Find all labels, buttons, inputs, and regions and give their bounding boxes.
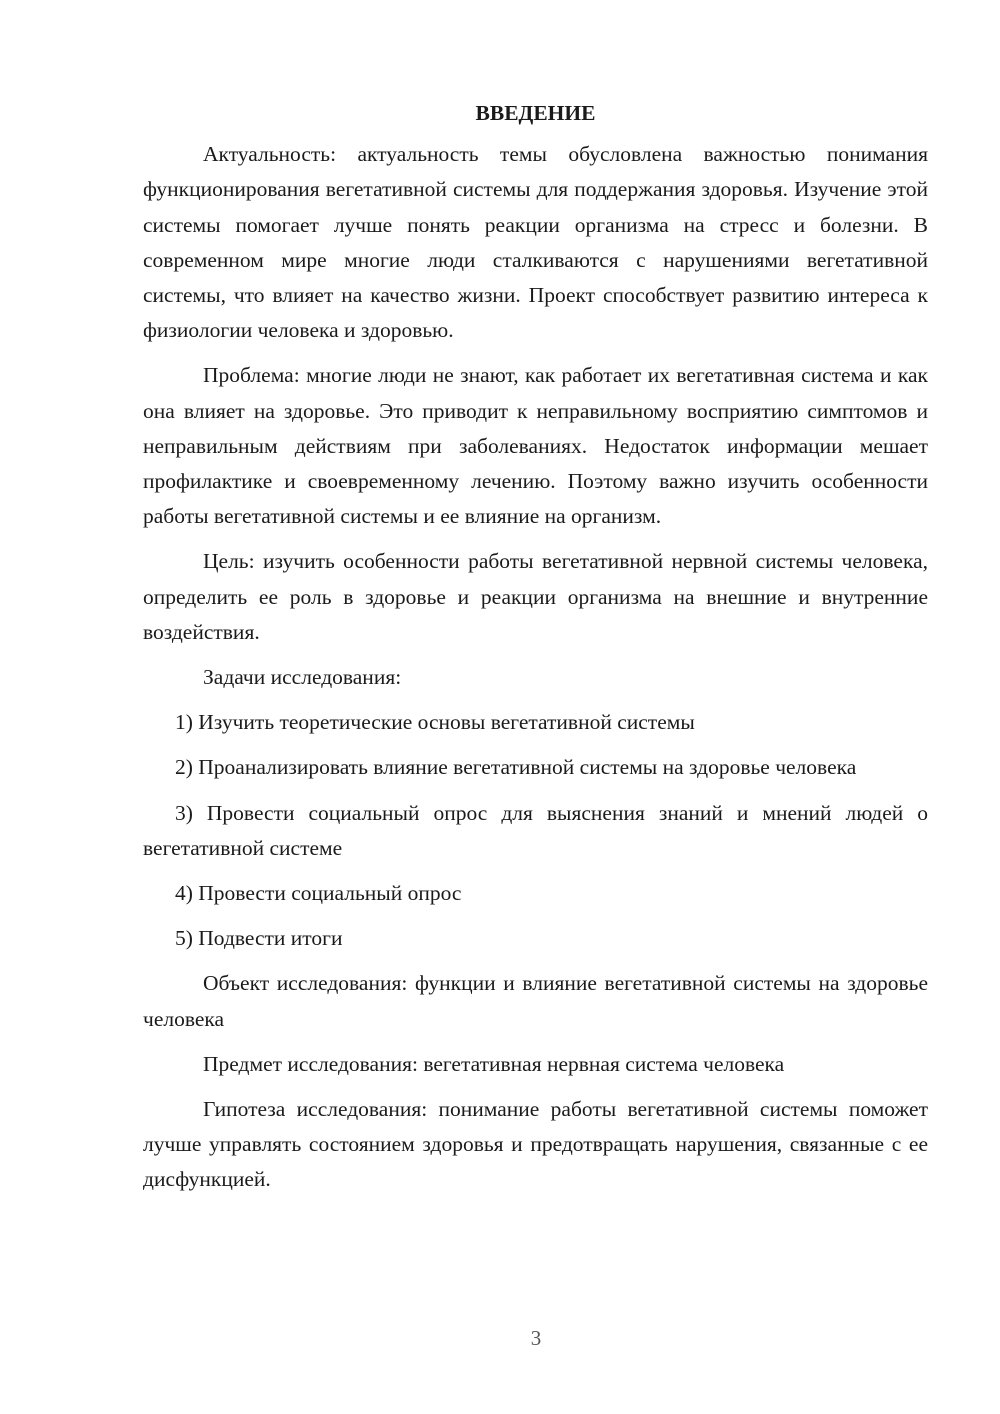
task-item-4: 4) Провести социальный опрос	[175, 881, 462, 906]
tasks-heading: Задачи исследования:	[203, 665, 402, 690]
problem-paragraph: Проблема: многие люди не знают, как работает их вегетативная система и как она влияет на здоровье. Это приводит к неправильному восприятию симптомов и неправильным действиям при заболеваниях. Недостаток информации мешает профилактике и своевременному лечению. Поэтому важно изучить особенности работы вегетативной системы и ее влияние на организм.	[143, 363, 928, 529]
task-item-1: 1) Изучить теоретические основы вегетативной системы	[175, 710, 695, 735]
object-paragraph: Объект исследования: функции и влияние вегетативной системы на здоровье человека	[143, 971, 928, 1031]
task-item-5: 5) Подвести итоги	[175, 926, 343, 951]
section-title: ВВЕДЕНИЕ	[475, 101, 596, 125]
goal-paragraph: Цель: изучить особенности работы вегетативной нервной системы человека, определить ее роль в здоровье и реакции организма на внешние и внутренние воздействия.	[143, 549, 928, 644]
relevance-paragraph: Актуальность: актуальность темы обусловлена важностью понимания функционирования вегетативной системы для поддержания здоровья. Изучение этой системы помогает лучше понять реакции организма на стресс и болезни. В современном мире многие люди сталкиваются с нарушениями вегетативной системы, что влияет на качество жизни. Проект способствует развитию интереса к физиологии человека и здоровью.	[143, 142, 928, 343]
task-item-3: 3) Провести социальный опрос для выяснения знаний и мнений людей о вегетативной системе	[143, 800, 928, 860]
page-number: 3	[530, 1326, 542, 1350]
page-content	[143, 96, 928, 1198]
hypothesis-paragraph: Гипотеза исследования: понимание работы вегетативной системы поможет лучше управлять состоянием здоровья и предотвращать нарушения, связанные с ее дисфункцией.	[143, 1097, 928, 1192]
subject-paragraph: Предмет исследования: вегетативная нервная система человека	[203, 1051, 785, 1076]
task-item-2: 2) Проанализировать влияние вегетативной системы на здоровье человека	[175, 755, 857, 780]
